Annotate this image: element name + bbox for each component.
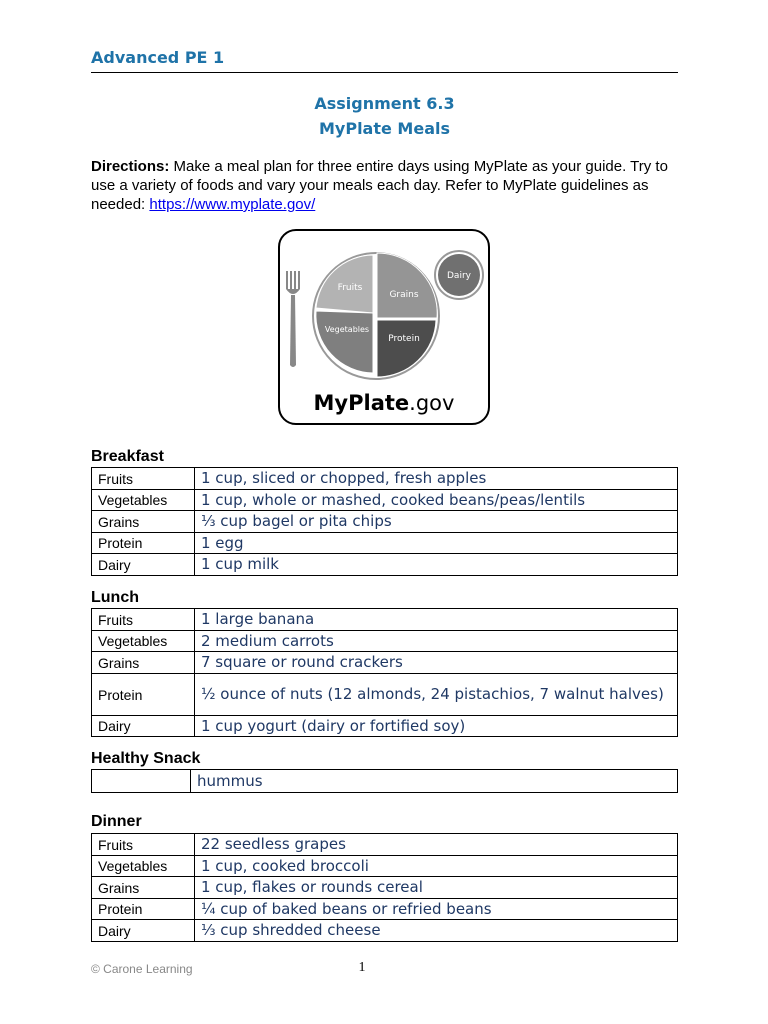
food-cell: 1 cup, sliced or chopped, fresh apples — [195, 468, 678, 490]
category-cell: Dairy — [92, 716, 195, 737]
assignment-title: MyPlate Meals — [318, 119, 450, 138]
vegetables-label: Vegetables — [324, 325, 370, 334]
protein-label: Protein — [388, 334, 420, 344]
food-cell: 1 egg — [195, 533, 678, 554]
course-title: Advanced PE 1 — [91, 48, 225, 67]
category-cell: Vegetables — [92, 856, 195, 877]
dinner-heading: Dinner — [91, 813, 142, 830]
breakfast-table — [91, 467, 678, 576]
lunch-table — [91, 608, 678, 737]
table-row — [92, 920, 678, 942]
category-cell: Protein — [92, 674, 195, 716]
breakfast-heading: Breakfast — [91, 448, 164, 465]
category-cell: Dairy — [92, 554, 195, 576]
table-row — [92, 674, 678, 716]
food-cell: 1 cup, flakes or rounds cereal — [195, 877, 678, 899]
category-cell: Fruits — [92, 468, 195, 490]
food-cell: ½ ounce of nuts (12 almonds, 24 pistachios, 7 walnut halves) — [195, 674, 678, 716]
lunch-heading: Lunch — [91, 589, 139, 606]
directions-paragraph — [91, 157, 681, 214]
table-row — [92, 533, 678, 554]
grains-label: Grains — [389, 290, 419, 300]
food-cell: 1 large banana — [195, 609, 678, 631]
table-row — [92, 856, 678, 877]
fruits-label: Fruits — [337, 283, 363, 293]
myplate-link[interactable]: https://www.myplate.gov/ — [149, 196, 316, 213]
category-cell: Grains — [92, 877, 195, 899]
food-cell: ⅓ cup bagel or pita chips — [195, 511, 678, 533]
category-cell: Fruits — [92, 609, 195, 631]
category-cell — [92, 770, 191, 793]
dairy-label: Dairy — [447, 271, 471, 281]
copyright: © Carone Learning — [91, 962, 193, 976]
table-row — [92, 554, 678, 576]
food-cell: hummus — [191, 770, 678, 793]
category-cell: Protein — [92, 533, 195, 554]
plate-section-grains — [377, 253, 437, 318]
snack-heading: Healthy Snack — [91, 750, 201, 767]
category-cell: Grains — [92, 652, 195, 674]
directions-label: Directions: — [91, 158, 170, 175]
dinner-table — [91, 833, 678, 942]
food-cell: 1 cup yogurt (dairy or fortified soy) — [195, 716, 678, 737]
table-row — [92, 899, 678, 920]
food-cell: 22 seedless grapes — [195, 834, 678, 856]
page-number: 1 — [358, 960, 366, 975]
assignment-number: Assignment 6.3 — [314, 94, 455, 113]
category-cell: Vegetables — [92, 631, 195, 652]
fork-icon — [286, 271, 300, 367]
food-cell: 1 cup milk — [195, 554, 678, 576]
table-row — [92, 877, 678, 899]
table-row — [92, 490, 678, 511]
table-row — [92, 511, 678, 533]
header-rule — [91, 72, 678, 73]
directions-text: Make a meal plan for three entire days using MyPlate as your guide. Try to use a variety of foods and vary your meals each day. Refer to MyPlate guidelines as needed: — [91, 158, 668, 213]
food-cell: 1 cup, cooked broccoli — [195, 856, 678, 877]
table-row — [92, 631, 678, 652]
table-row — [92, 468, 678, 490]
food-cell: ⅓ cup shredded cheese — [195, 920, 678, 942]
category-cell: Fruits — [92, 834, 195, 856]
category-cell: Dairy — [92, 920, 195, 942]
plate-section-vegetables — [316, 311, 373, 373]
snack-table — [91, 769, 678, 793]
food-cell: 7 square or round crackers — [195, 652, 678, 674]
table-row — [92, 770, 678, 793]
category-cell: Protein — [92, 899, 195, 920]
table-row — [92, 652, 678, 674]
table-row — [92, 716, 678, 737]
myplate-logo — [278, 229, 490, 425]
category-cell: Vegetables — [92, 490, 195, 511]
category-cell: Grains — [92, 511, 195, 533]
myplate-wordmark: MyPlate.gov — [313, 391, 455, 415]
table-row — [92, 834, 678, 856]
food-cell: ¼ cup of baked beans or refried beans — [195, 899, 678, 920]
food-cell: 2 medium carrots — [195, 631, 678, 652]
plate-section-protein — [377, 320, 436, 377]
table-row — [92, 609, 678, 631]
food-cell: 1 cup, whole or mashed, cooked beans/peas/lentils — [195, 490, 678, 511]
